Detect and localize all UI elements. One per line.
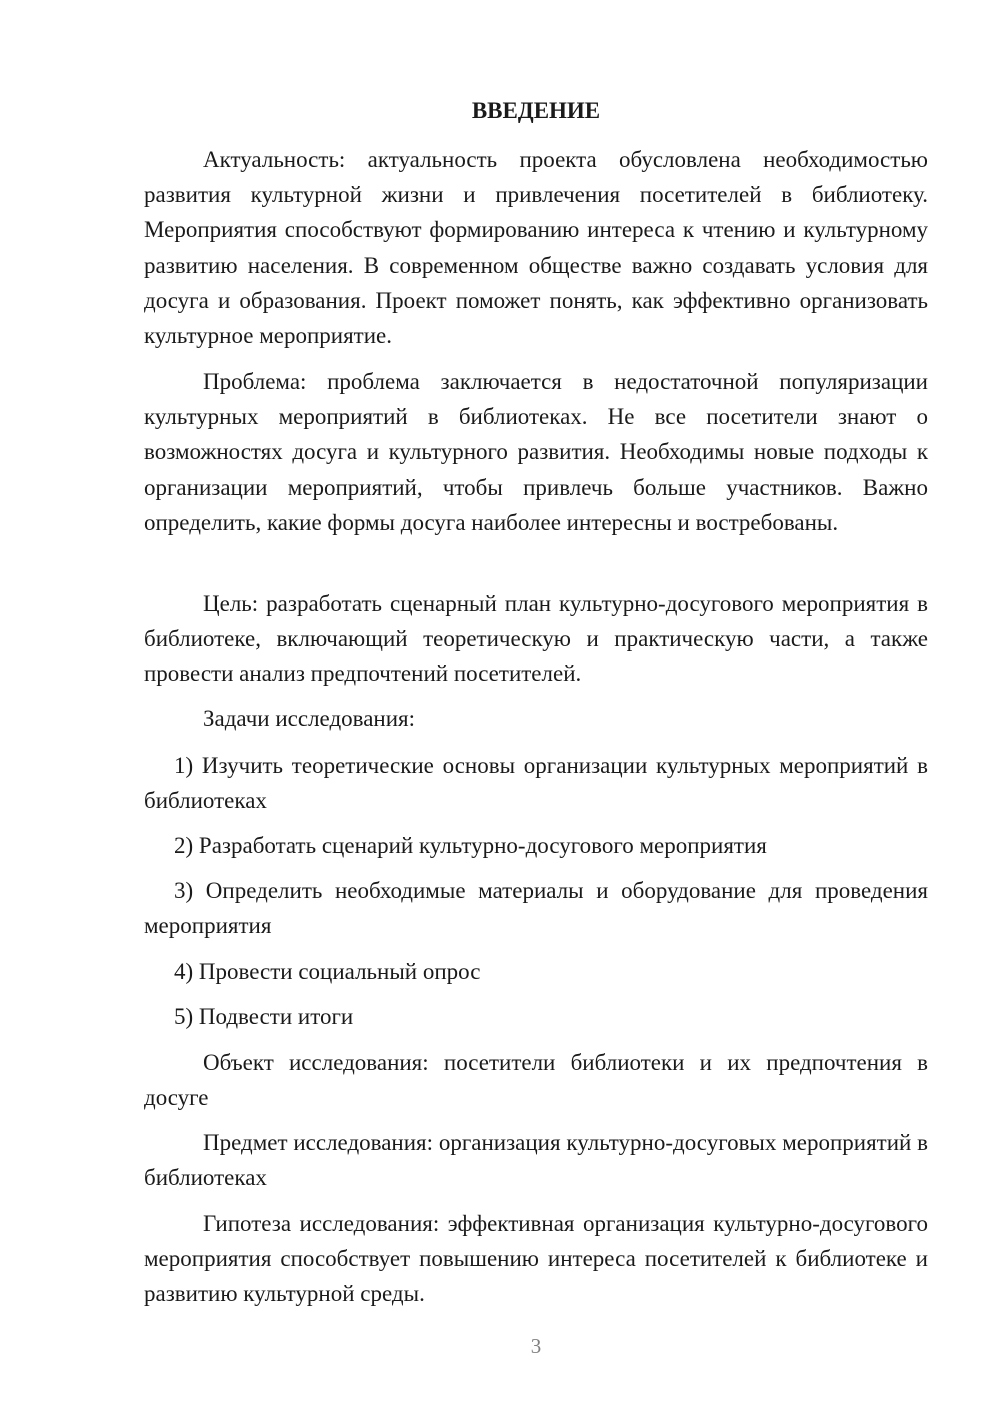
task-item-5: 5) Подвести итоги [174, 1004, 354, 1029]
task-item-3: 3) Определить необходимые материалы и оборудование для проведения мероприятия [144, 878, 928, 939]
task-item-1: 1) Изучить теоретические основы организации культурных мероприятий в библиотеках [144, 753, 928, 814]
task-item-4: 4) Провести социальный опрос [174, 959, 481, 984]
section-title: ВВЕДЕНИЕ [471, 98, 601, 123]
paragraph-tasks-heading: Задачи исследования: [203, 706, 416, 731]
paragraph-hypothesis: Гипотеза исследования: эффективная организация культурно-досугового мероприятия способствует повышению интереса посетителей к библиотеке и развитию культурной среды. [144, 1211, 928, 1307]
paragraph-problem: Проблема: проблема заключается в недостаточной популяризации культурных мероприятий в библиотеках. Не все посетители знают о возможностях досуга и культурного развития. Необходимы новые подходы к организации мероприятий, чтобы привлечь больше участников. Важно определить, какие формы досуга наиболее интересны и востребованы. [144, 369, 928, 535]
page-number: 3 [530, 1334, 542, 1358]
paragraph-subject: Предмет исследования: организация культурно-досуговых мероприятий в библиотеках [144, 1130, 928, 1191]
task-item-2: 2) Разработать сценарий культурно-досугового мероприятия [174, 833, 767, 858]
paragraph-goal: Цель: разработать сценарный план культурно-досугового мероприятия в библиотеке, включающий теоретическую и практическую части, а также провести анализ предпочтений посетителей. [144, 591, 928, 687]
paragraph-relevance: Актуальность: актуальность проекта обусловлена необходимостью развития культурной жизни и привлечения посетителей в библиотеку. Мероприятия способствуют формированию интереса к чтению и культурному развитию населения. В современном обществе важно создавать условия для досуга и образования. Проект поможет понять, как эффективно организовать культурное мероприятие. [144, 147, 928, 349]
paragraph-object: Объект исследования: посетители библиотеки и их предпочтения в досуге [144, 1050, 928, 1111]
